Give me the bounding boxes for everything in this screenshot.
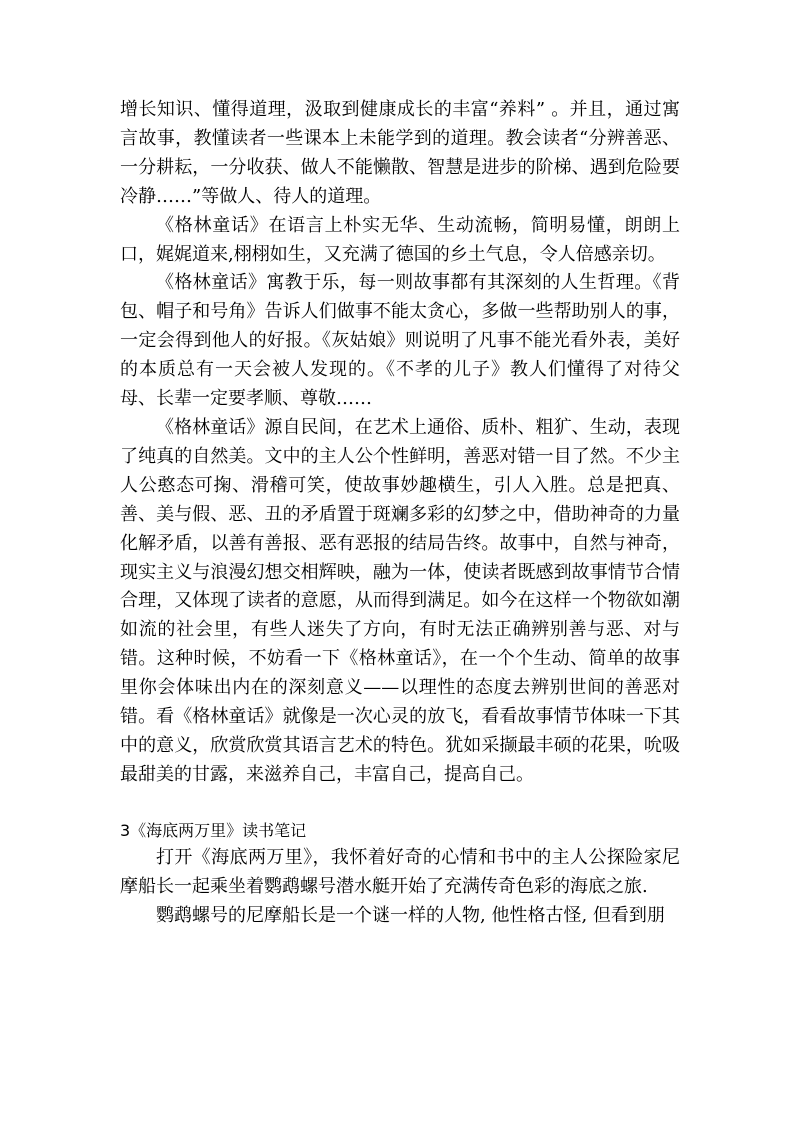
section-heading: 3《海底两万里》读书笔记 (120, 820, 307, 840)
section-spacer (120, 790, 680, 818)
paragraph-artistic-style: 《格林童话》源自民间，在艺术上通俗、质朴、粗犷、生动，表现了纯真的自然美。文中的主人公个性鲜明，善恶对错一目了然。不少主人公憨态可掬、滑稽可笑，使故事妙趣横生，引人入胜。总是把真、善、美与假、恶、丑的矛盾置于斑斓多彩的幻梦之中，借助神奇的力量化解矛盾，以善有善报、恶有恶报的结局告终。故事中，自然与神奇，现实主义与浪漫幻想交相辉映，融为一体，使读者既感到故事情节合情合理，又体现了读者的意愿，从而得到满足。如今在这样一个物欲如潮如流的社会里，有些人迷失了方向，有时无法正确辨别善与恶、对与错。这种时候，不妨看一下《格林童话》，在一个个生动、简单的故事里你会体味出内在的深刻意义——以理性的态度去辨别世间的善恶对错。看《格林童话》就像是一次心灵的放飞，看看故事情节体味一下其中的意义，欣赏欣赏其语言艺术的特色。犹如采撷最丰硕的花果，吮吸最甜美的甘露，来滋养自己，丰富自己，提高自己。 (120, 416, 680, 785)
paragraph-language-style: 《格林童话》在语言上朴实无华、生动流畅，简明易懂，朗朗上口，娓娓道来,栩栩如生，又充满了德国的乡土气息，令人倍感亲切。 (120, 214, 680, 265)
paragraph-moral-lessons: 《格林童话》寓教于乐，每一则故事都有其深刻的人生哲理。《背包、帽子和号角》告诉人们做事不能太贪心，多做一些帮助别人的事，一定会得到他人的好报。《灰姑娘》则说明了凡事不能光看外表，美好的本质总有一天会被人发现的。《不孝的儿子》教人们懂得了对待父母、长辈一定要孝顺、尊敬…… (120, 272, 680, 410)
paragraph-voyage-intro: 打开《海底两万里》，我怀着好奇的心情和书中的主人公探险家尼摩船长一起乘坐着鹦鹉螺号潜水艇开始了充满传奇色彩的海底之旅. (120, 846, 680, 897)
document-body (120, 96, 680, 930)
paragraph-captain-nemo: 鹦鹉螺号的尼摩船长是一个谜一样的人物, 他性格古怪, 但看到朋 (156, 904, 665, 926)
paragraph-continuation: 增长知识、懂得道理，汲取到健康成长的丰富“养料” 。并且，通过寓言故事，教懂读者一些课本上未能学到的道理。教会读者“分辨善恶、一分耕耘，一分收获、做人不能懒散、智慧是进步的阶梯、遇到危险要冷静……”等做人、待人的道理。 (120, 99, 680, 207)
